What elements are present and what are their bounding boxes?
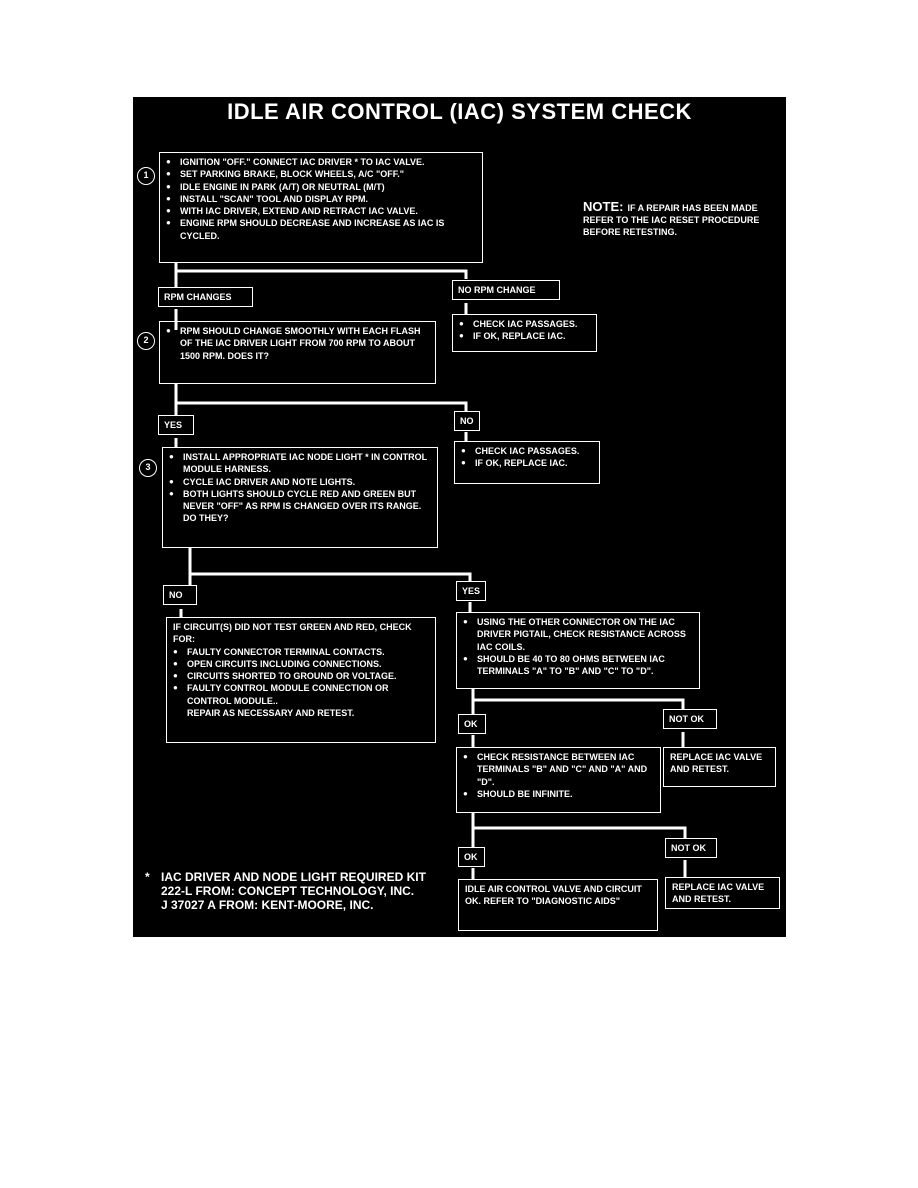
step-1-item: ● SET PARKING BRAKE, BLOCK WHEELS, A/C "OFF." xyxy=(166,168,476,180)
step-3-number: 3 xyxy=(139,459,157,477)
final-ok-text: IDLE AIR CONTROL VALVE AND CIRCUIT OK. REFER TO "DIAGNOSTIC AIDS" xyxy=(465,884,642,907)
circuit-check-item: ● FAULTY CONNECTOR TERMINAL CONTACTS. xyxy=(173,646,429,658)
note-label: NOTE: xyxy=(583,199,624,214)
step-2-box xyxy=(159,321,436,384)
note-text: IF A REPAIR HAS BEEN MADE REFER TO THE IAC RESET PROCEDURE BEFORE RETESTING. xyxy=(583,203,760,237)
replace-iac-text-2: REPLACE IAC VALVE AND RETEST. xyxy=(672,882,765,905)
no-1-item: ● CHECK IAC PASSAGES. xyxy=(461,445,593,457)
label-rpm-changes: RPM CHANGES xyxy=(158,287,253,307)
infinite-resistance-item: ● SHOULD BE INFINITE. xyxy=(463,788,654,800)
no-1-item: ● IF OK, REPLACE IAC. xyxy=(461,457,593,469)
step-3-box xyxy=(162,447,438,548)
no-rpm-change-item: ● CHECK IAC PASSAGES. xyxy=(459,318,590,330)
step-1-item: ● WITH IAC DRIVER, EXTEND AND RETRACT IAC VALVE. xyxy=(166,205,476,217)
infinite-resistance-item: ● CHECK RESISTANCE BETWEEN IAC TERMINALS "B" AND "C" AND "A" AND "D". xyxy=(463,751,654,788)
label-yes-1: YES xyxy=(158,415,194,435)
no-rpm-change-item: ● IF OK, REPLACE IAC. xyxy=(459,330,590,342)
coil-resistance-item: ● USING THE OTHER CONNECTOR ON THE IAC DRIVER PIGTAIL, CHECK RESISTANCE ACROSS IAC COILS. xyxy=(463,616,693,653)
replace-iac-box-1 xyxy=(663,747,776,787)
label-not-ok-1: NOT OK xyxy=(663,709,717,729)
label-no-1: NO xyxy=(454,411,480,431)
label-no-2: NO xyxy=(163,585,197,605)
step-1-item: ● ENGINE RPM SHOULD DECREASE AND INCREASE AS IAC IS CYCLED. xyxy=(166,217,476,242)
circuit-check-item: ● OPEN CIRCUITS INCLUDING CONNECTIONS. xyxy=(173,658,429,670)
step-3-item: ● BOTH LIGHTS SHOULD CYCLE RED AND GREEN BUT NEVER "OFF" AS RPM IS CHANGED OVER ITS RANGE. DO THEY? xyxy=(169,488,431,525)
final-ok-box xyxy=(458,879,658,931)
label-no-rpm-change: NO RPM CHANGE xyxy=(452,280,560,300)
circuit-check-item: ● FAULTY CONTROL MODULE CONNECTION OR CONTROL MODULE.. xyxy=(173,682,429,707)
kit-footnote xyxy=(145,870,445,912)
step-1-box xyxy=(159,152,483,263)
step-3-item: ● INSTALL APPROPRIATE IAC NODE LIGHT * IN CONTROL MODULE HARNESS. xyxy=(169,451,431,476)
footnote-line: IAC DRIVER AND NODE LIGHT REQUIRED KIT xyxy=(161,870,426,884)
note-block xyxy=(583,201,788,238)
footnote-line: 222-L FROM: CONCEPT TECHNOLOGY, INC. xyxy=(161,884,415,898)
step-3-item: ● CYCLE IAC DRIVER AND NOTE LIGHTS. xyxy=(169,476,431,488)
step-1-item: ● INSTALL "SCAN" TOOL AND DISPLAY RPM. xyxy=(166,193,476,205)
coil-resistance-item: ● SHOULD BE 40 TO 80 OHMS BETWEEN IAC TERMINALS "A" TO "B" AND "C" TO "D". xyxy=(463,653,693,678)
label-not-ok-2: NOT OK xyxy=(665,838,717,858)
footnote-line: J 37027 A FROM: KENT-MOORE, INC. xyxy=(161,898,374,912)
replace-iac-text-1: REPLACE IAC VALVE AND RETEST. xyxy=(670,752,763,775)
footnote-star: * xyxy=(145,870,150,884)
circuit-check-item: ● CIRCUITS SHORTED TO GROUND OR VOLTAGE. xyxy=(173,670,429,682)
step-2-item: ● RPM SHOULD CHANGE SMOOTHLY WITH EACH FLASH OF THE IAC DRIVER LIGHT FROM 700 RPM TO ABOUT 1500 RPM. DOES IT? xyxy=(166,325,429,362)
circuit-check-outro: REPAIR AS NECESSARY AND RETEST. xyxy=(187,708,355,719)
label-ok-2: OK xyxy=(458,847,485,867)
step-2-number: 2 xyxy=(137,332,155,350)
label-ok-1: OK xyxy=(458,714,486,734)
flowchart-panel xyxy=(133,97,786,937)
coil-resistance-box xyxy=(456,612,700,689)
step-1-number: 1 xyxy=(137,167,155,185)
circuit-check-intro: IF CIRCUIT(S) DID NOT TEST GREEN AND RED, CHECK FOR: xyxy=(173,622,412,645)
no-rpm-change-box xyxy=(452,314,597,352)
no-1-box xyxy=(454,441,600,484)
label-yes-2: YES xyxy=(456,581,486,601)
circuit-check-box xyxy=(166,617,436,743)
replace-iac-box-2 xyxy=(665,877,780,909)
step-1-item: ● IDLE ENGINE IN PARK (A/T) OR NEUTRAL (M/T) xyxy=(166,181,476,193)
infinite-resistance-box xyxy=(456,747,661,813)
step-1-item: ● IGNITION "OFF." CONNECT IAC DRIVER * TO IAC VALVE. xyxy=(166,156,476,168)
chart-title: IDLE AIR CONTROL (IAC) SYSTEM CHECK xyxy=(227,99,692,124)
